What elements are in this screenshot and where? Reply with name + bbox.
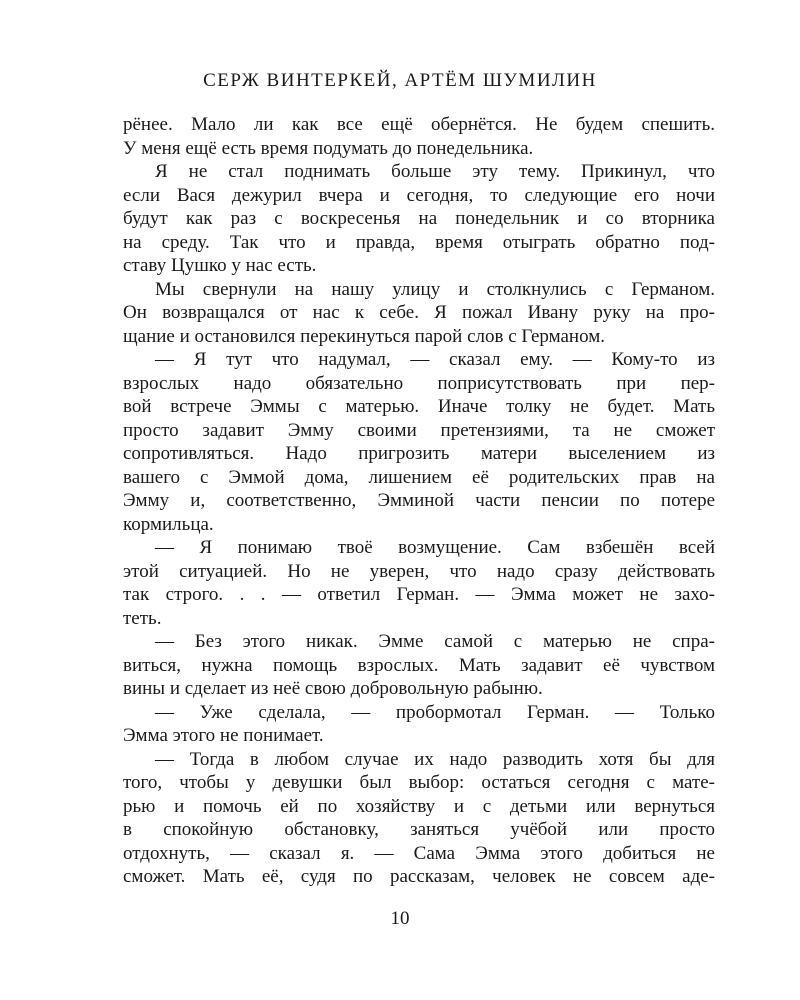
text-line: вой встрече Эммы с матерью. Иначе толку не будет. Мать: [123, 396, 715, 417]
text-line: ставу Цушко у нас есть.: [123, 255, 317, 276]
text-line: на среду. Так что и правда, время отыграть обратно под-: [123, 231, 715, 253]
text-line: Мы свернули на нашу улицу и столкнулись с Германом.: [155, 278, 715, 300]
text-line: — Уже сделала, — пробормотал Герман. — Только: [155, 701, 715, 723]
text-line: просто задавит Эмму своими претензиями, та не сможет: [123, 419, 715, 441]
text-line: Эмму и, соответственно, Эмминой части пенсии по потере: [123, 490, 715, 511]
text-line: так строго. . . — ответил Герман. — Эмма может не захо-: [123, 584, 715, 605]
text-line: рёнее. Мало ли как все ещё обернётся. Не будем спешить.: [123, 114, 715, 135]
text-line: вины и сделает из неё свою добровольную рабыню.: [123, 678, 543, 699]
text-line: взрослых надо обязательно поприсутствовать при пер-: [123, 372, 715, 394]
text-line: У меня ещё есть время подумать до понедельника.: [123, 137, 534, 159]
text-line: Я не стал поднимать больше эту тему. Прикинул, что: [155, 161, 715, 182]
text-line: — Без этого никак. Эмме самой с матерью не спра-: [155, 631, 715, 652]
text-line: — Я тут что надумал, — сказал ему. — Кому-то из: [155, 349, 715, 370]
page-number: 10: [390, 908, 410, 929]
text-line: этой ситуацией. Но не уверен, что надо сразу действовать: [123, 560, 715, 582]
text-line: теть.: [123, 607, 162, 629]
text-line: сможет. Мать её, судя по рассказам, человек не совсем аде-: [123, 866, 715, 887]
text-line: кормильца.: [123, 513, 214, 535]
body-text: [123, 113, 715, 889]
text-line: рью и помочь ей по хозяйству и с детьми или вернуться: [123, 795, 715, 817]
text-line: щание и остановился перекинуться парой слов с Германом.: [123, 325, 606, 347]
running-head: СЕРЖ ВИНТЕРКЕЙ, АРТЁМ ШУМИЛИН: [203, 70, 597, 91]
text-line: в спокойную обстановку, заняться учёбой или просто: [123, 819, 715, 840]
text-line: будут как раз с воскресенья на понедельник и со вторника: [123, 208, 715, 229]
text-line: Эмма этого не понимает.: [123, 725, 324, 746]
text-line: того, чтобы у девушки был выбор: остаться сегодня с мате-: [123, 772, 715, 793]
text-line: виться, нужна помощь взрослых. Мать задавит её чувством: [123, 654, 715, 676]
text-line: Он возвращался от нас к себе. Я пожал Ивану руку на про-: [123, 302, 715, 323]
text-line: отдохнуть, — сказал я. — Сама Эмма этого добиться не: [123, 842, 715, 864]
text-line: если Вася дежурил вчера и сегодня, то следующие его ночи: [123, 184, 715, 206]
text-line: сопротивляться. Надо пригрозить матери выселением из: [123, 443, 715, 464]
text-line: — Я понимаю твоё возмущение. Сам взбешён всей: [155, 537, 715, 558]
text-line: — Тогда в любом случае их надо разводить хотя бы для: [155, 748, 715, 770]
text-line: вашего с Эммой дома, лишением её родительских прав на: [123, 466, 715, 488]
